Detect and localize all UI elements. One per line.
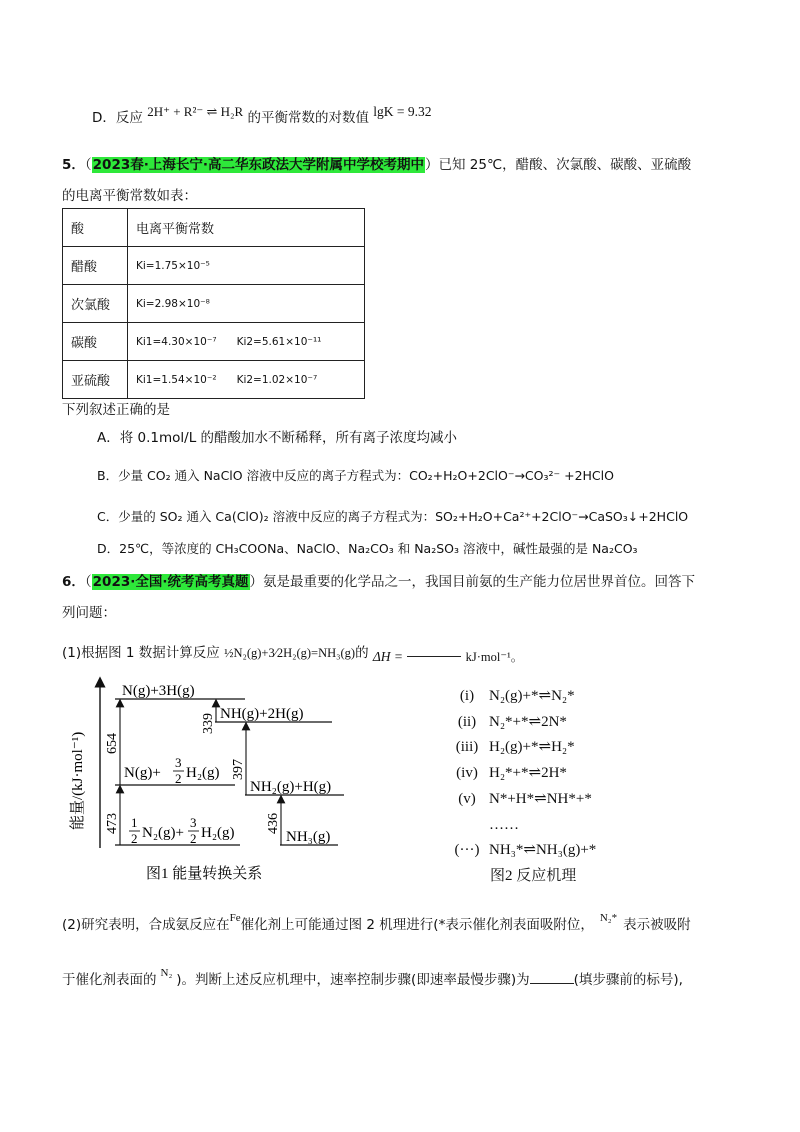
- step-label: (iv): [456, 765, 478, 782]
- frac-num: 3: [190, 815, 197, 830]
- part2-fe: Fe: [229, 912, 241, 924]
- step-label: (i): [459, 688, 475, 704]
- q6-part2-line1: [62, 913, 691, 933]
- frac-num: 1: [131, 815, 138, 830]
- step-equation: ……: [489, 816, 519, 833]
- mechanism-step: [445, 813, 596, 839]
- part1-dh: ΔH =: [372, 649, 404, 664]
- mechanism-step: [445, 710, 596, 736]
- level-label: NH₃(g): [286, 829, 331, 845]
- q6-paren-open: （: [84, 574, 92, 590]
- mechanism-step: [445, 761, 596, 787]
- figure2-mechanism: [445, 684, 596, 864]
- table-row: [63, 247, 365, 285]
- acid-cell: 碳酸: [63, 323, 128, 361]
- q6-stem-line2: 列问题：: [62, 605, 116, 621]
- y-axis-label: 能量/(kJ·mol⁻¹): [70, 731, 86, 830]
- q6-source-tag[interactable]: 2023·全国·统考高考真题: [92, 574, 249, 590]
- step-equation: N₂*+*⇌2N*: [489, 713, 567, 730]
- q5-option-d[interactable]: D．25℃，等浓度的 CH₃COONa、NaClO、Na₂CO₃ 和 Na₂SO₃ 溶液中，碱性最强的是 Na₂CO₃: [97, 541, 638, 556]
- table-row: [63, 323, 365, 361]
- acid-cell: 次氯酸: [63, 285, 128, 323]
- q4d-formula: 2H⁺ + R²⁻ ⇌ H₂R: [147, 104, 244, 119]
- k1-value: Ki1=4.30×10⁻⁷: [136, 335, 217, 348]
- q5-stem-text: 已知 25℃，醋酸、次氯酸、碳酸、亚硫酸: [438, 157, 692, 173]
- part1-reaction: ½N₂(g)+3⁄2H₂(g)=NH₃(g): [224, 646, 356, 660]
- energy-label: 473: [105, 813, 120, 834]
- part1-tail: 的: [355, 645, 369, 661]
- q5-option-c[interactable]: C．少量的 SO₂ 通入 Ca(ClO)₂ 溶液中反应的离子方程式为：SO₂+H₂O+Ca²⁺+2ClO⁻→CaSO₃↓+2HClO: [97, 509, 689, 524]
- step-equation: N₂(g)+*⇌N₂*: [489, 688, 575, 704]
- part2-n2: N₂: [160, 967, 173, 979]
- q5-source-tag[interactable]: 2023春·上海长宁·高二华东政法大学附属中学校考期中: [92, 157, 424, 173]
- step-label: (iii): [455, 739, 479, 756]
- mechanism-step: [445, 838, 596, 864]
- step-equation: H₂*+*⇌2H*: [489, 765, 567, 782]
- q6-number: 6．: [62, 574, 85, 590]
- mechanism-step: [445, 735, 596, 761]
- constant-cell: Ki=2.98×10⁻⁸: [128, 285, 365, 323]
- q4-option-d: [92, 106, 432, 126]
- table-header-row: [63, 209, 365, 247]
- part2-text: )。判断上述反应机理中，速率控制步骤(即速率最慢步骤)为: [176, 972, 530, 988]
- frac-den: 2: [190, 831, 197, 846]
- q4d-value: lgK = 9.32: [373, 104, 432, 119]
- energy-label: 339: [201, 713, 216, 734]
- q5-stem-line1: [62, 153, 691, 173]
- energy-label: 397: [231, 759, 246, 780]
- k1-value: Ki1=1.54×10⁻²: [136, 373, 217, 386]
- frac-den: 2: [175, 771, 182, 786]
- step-equation: H₂(g)+*⇌H₂*: [489, 739, 575, 756]
- level-label: H₂(g): [186, 765, 220, 781]
- table-header-constant: 电离平衡常数: [128, 209, 365, 247]
- q4d-tail: 的平衡常数的对数值: [247, 110, 369, 126]
- table-row: [63, 361, 365, 399]
- q6-stem-line1: [62, 570, 695, 590]
- figure1-energy-diagram: [60, 672, 380, 890]
- part1-prefix: (1)根据图 1 数据计算反应: [62, 645, 220, 661]
- table-header-acid: 酸: [63, 209, 128, 247]
- part2-text: 于催化剂表面的: [62, 972, 157, 988]
- part1-answer-blank[interactable]: [407, 644, 461, 657]
- q4d-label: D．反应: [92, 110, 143, 126]
- constant-cell: [128, 361, 365, 399]
- part2-answer-blank[interactable]: [530, 971, 574, 984]
- level-label: NH₂(g)+H(g): [250, 779, 332, 795]
- step-label: (···): [454, 842, 480, 859]
- level-label: NH(g)+2H(g): [220, 706, 304, 722]
- acid-cell: 亚硫酸: [63, 361, 128, 399]
- part2-n2star: N₂*: [599, 912, 618, 924]
- ionization-constant-table: [62, 208, 365, 399]
- q6-part2-line2: [62, 968, 683, 988]
- acid-cell: 醋酸: [63, 247, 128, 285]
- figure1-caption: 图1 能量转换关系: [146, 866, 263, 882]
- k2-value: Ki2=1.02×10⁻⁷: [236, 373, 318, 386]
- table-row: [63, 285, 365, 323]
- q6-paren-close: ）: [249, 574, 263, 590]
- part2-text: (填步骤前的标号),: [573, 972, 683, 988]
- step-equation: NH₃*⇌NH₃(g)+*: [489, 842, 597, 859]
- q6-part1: [62, 641, 524, 664]
- q6-stem-text: 氨是最重要的化学品之一，我国目前氨的生产能力位居世界首位。回答下: [263, 574, 695, 590]
- level-label: N₂(g)+: [142, 825, 185, 841]
- mechanism-step: [445, 787, 596, 813]
- part1-unit: kJ·mol⁻¹。: [465, 650, 524, 664]
- q5-option-a[interactable]: A．将 0.1mol/L 的醋酸加水不断稀释，所有离子浓度均减小: [97, 430, 458, 446]
- q5-paren-close: ）: [425, 157, 439, 173]
- q5-paren-open: （: [84, 157, 92, 173]
- q5-prompt: 下列叙述正确的是: [62, 402, 170, 418]
- constant-cell: Ki=1.75×10⁻⁵: [128, 247, 365, 285]
- step-label: (ii): [457, 713, 477, 730]
- q5-number: 5．: [62, 157, 85, 173]
- part2-text: 催化剂上可能通过图 2 机理进行(*表示催化剂表面吸附位，: [240, 917, 594, 933]
- frac-den: 2: [131, 831, 138, 846]
- q5-option-b[interactable]: B．少量 CO₂ 通入 NaClO 溶液中反应的离子方程式为：CO₂+H₂O+2ClO⁻→CO₃²⁻ +2HClO: [97, 468, 614, 483]
- level-label: N(g)+3H(g): [122, 683, 195, 699]
- constant-cell: [128, 323, 365, 361]
- level-label: N(g)+: [124, 765, 161, 781]
- step-equation: N*+H*⇌NH*+*: [489, 790, 592, 807]
- level-label: H₂(g): [201, 825, 235, 841]
- frac-num: 3: [175, 755, 182, 770]
- step-label: (v): [458, 790, 476, 807]
- figure2-caption: 图2 反应机理: [490, 868, 577, 884]
- mechanism-step: [445, 684, 596, 710]
- part2-text: 表示被吸附: [623, 917, 691, 933]
- k2-value: Ki2=5.61×10⁻¹¹: [236, 335, 322, 348]
- part2-text: (2)研究表明，合成氨反应在: [62, 917, 230, 933]
- energy-label: 436: [266, 813, 281, 834]
- q5-stem-line2: 的电离平衡常数如表：: [62, 188, 197, 204]
- energy-label: 654: [105, 733, 120, 754]
